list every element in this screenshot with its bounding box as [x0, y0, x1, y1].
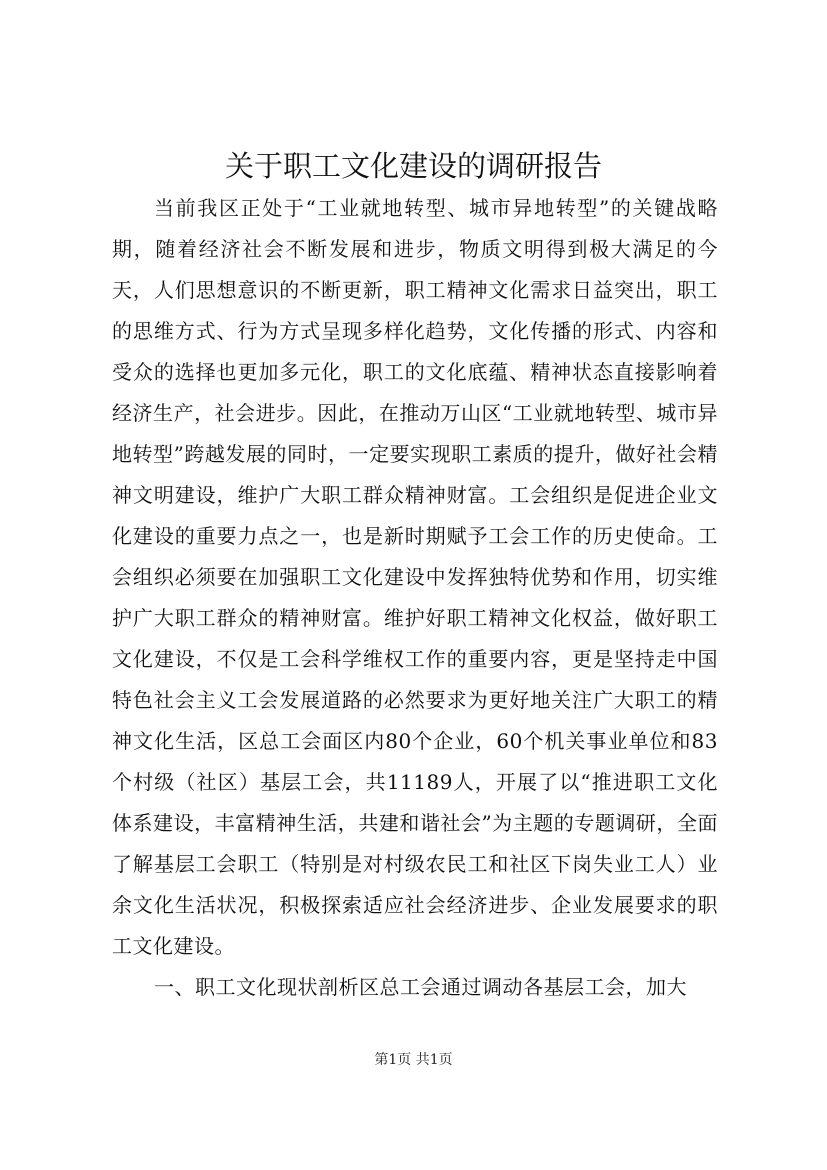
body-paragraph-2: 一、职工文化现状剖析区总工会通过调动各基层工会，加大 — [154, 975, 687, 999]
body-paragraph-1: 当前我区正处于“工业就地转型、城市异地转型”的关键战略期，随着经济社会不断发展和进步，物质文明得到极大满足的今天，人们思想意识的不断更新，职工精神文化需求日益突出，职工的思维方式、行为方式呈现多样化趋势，文化传播的形式、内容和受众的选择也更加多元化，职工的文化底蕴、精神状态直接影响着经济生产，社会进步。因此，在推动万山区“工业就地转型、城市异地转型”跨越发展的同时，一定要实现职工素质的提升，做好社会精神文明建设，维护广大职工群众精神财富。工会组织是促进企业文化建设的重要力点之一，也是新时期赋予工会工作的历史使命。工会组织必须要在加强职工文化建设中发挥独特优势和作用，切实维护广大职工群众的精神财富。维护好职工精神文化权益，做好职工文化建设，不仅是工会科学维权工作的重要内容，更是坚持走中国特色社会主义工会发展道路的必然要求为更好地关注广大职工的精神文化生活，区总工会面区内80个企业，60个机关事业单位和83个村级（社区）基层工会，共11189人，开展了以“推进职工文化体系建设，丰富精神生活，共建和谐社会”为主题的专题调研，全面了解基层工会职工（特别是对村级农民工和社区下岗失业工人）业余文化生活状况，积极探索适应社会经济进步、企业发展要求的职工文化建设。 — [112, 196, 718, 958]
document-body — [112, 188, 718, 1008]
document-title: 关于职工文化建设的调研报告 — [224, 149, 602, 183]
page-number-footer: 第1页 共1页 — [374, 1052, 453, 1068]
